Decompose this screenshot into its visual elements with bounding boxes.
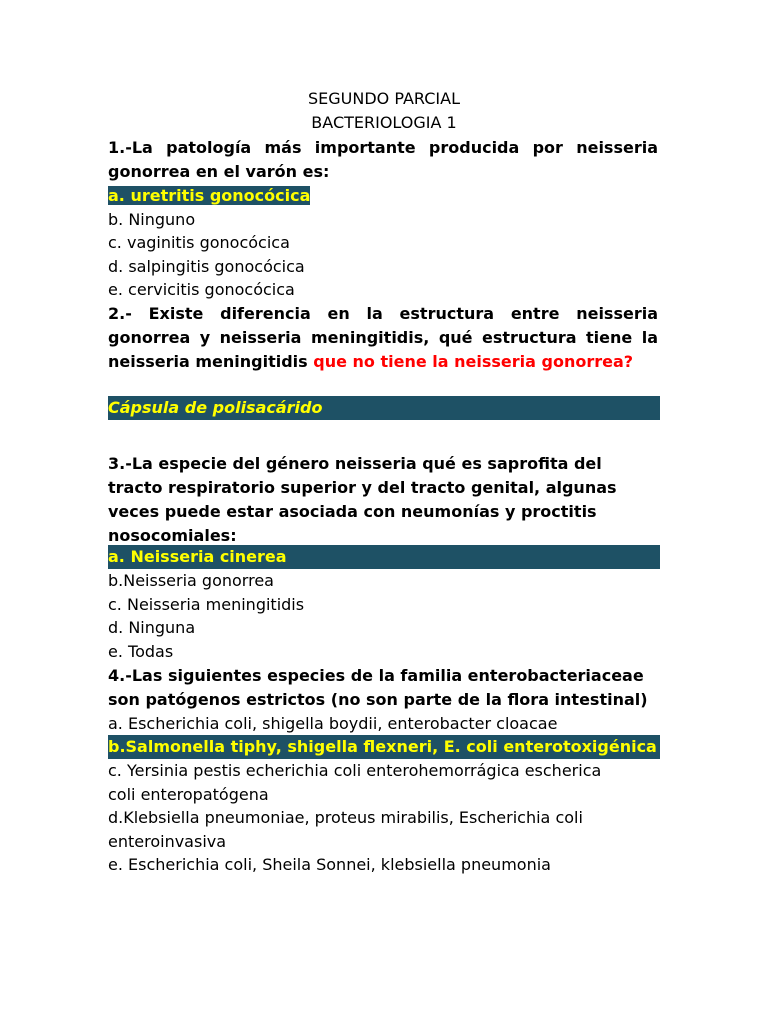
question-3-options	[108, 569, 658, 663]
document-subtitle: BACTERIOLOGIA 1	[311, 113, 457, 132]
question-3-text: 3.-La especie del género neisseria qué es saprofita del tracto respiratorio superior y del tracto genital, algunas veces puede estar asociada con neumonías y proctitis nosocomiales:	[108, 454, 617, 545]
question-4-option-c-line2: coli enteropatógena	[108, 784, 269, 804]
question-1-answer-line	[108, 184, 658, 208]
question-4	[108, 664, 658, 736]
question-3-option-d: d. Ninguna	[108, 618, 196, 637]
question-1-option-b: b. Ninguno	[108, 209, 196, 229]
question-3	[108, 452, 658, 548]
document-title: SEGUNDO PARCIAL	[308, 89, 460, 108]
question-2-answer: Cápsula de polisacárido	[108, 396, 660, 420]
question-2-text-main: 2.- Existe diferencia en la estructura entre neisseria gonorrea y neisseria meningitidis, qué estructura tiene la neisseria meningitidis	[108, 304, 658, 371]
question-4-text: 4.-Las siguientes especies de la familia enterobacteriaceae son patógenos estrictos (no son parte de la flora intestinal)	[108, 666, 648, 709]
question-1-text: 1.-La patología más importante producida por neisseria gonorrea en el varón es:	[108, 138, 658, 181]
question-4-answer: b.Salmonella tiphy, shigella flexneri, E. coli enterotoxigénica	[108, 735, 660, 759]
question-3-option-c: c. Neisseria meningitidis	[108, 594, 305, 614]
question-4-option-d-line1: d.Klebsiella pneumoniae, proteus mirabilis, Escherichia coli	[108, 808, 583, 827]
question-3-option-e: e. Todas	[108, 641, 174, 661]
question-3-answer: a. Neisseria cinerea	[108, 545, 660, 569]
question-2-text-red: que no tiene la neisseria gonorrea?	[313, 352, 634, 371]
question-1	[108, 136, 658, 302]
question-1-option-e: e. cervicitis gonocócica	[108, 280, 295, 299]
question-1-option-c: c. vaginitis gonocócica	[108, 233, 290, 252]
question-4-option-c-line1: c. Yersinia pestis echerichia coli enterohemorrágica escherica	[108, 761, 602, 780]
question-4-option-d-line2: enteroinvasiva	[108, 831, 227, 851]
question-4-option-e: e. Escherichia coli, Sheila Sonnei, klebsiella pneumonia	[108, 855, 551, 874]
question-4-options	[108, 759, 658, 877]
question-2	[108, 302, 658, 374]
question-3-option-b: b.Neisseria gonorrea	[108, 571, 274, 590]
question-1-answer: a. uretritis gonocócica	[108, 186, 311, 205]
question-2-text	[108, 302, 658, 374]
question-4-option-a: a. Escherichia coli, shigella boydii, enterobacter cloacae	[108, 714, 558, 733]
question-1-option-d: d. salpingitis gonocócica	[108, 256, 305, 276]
